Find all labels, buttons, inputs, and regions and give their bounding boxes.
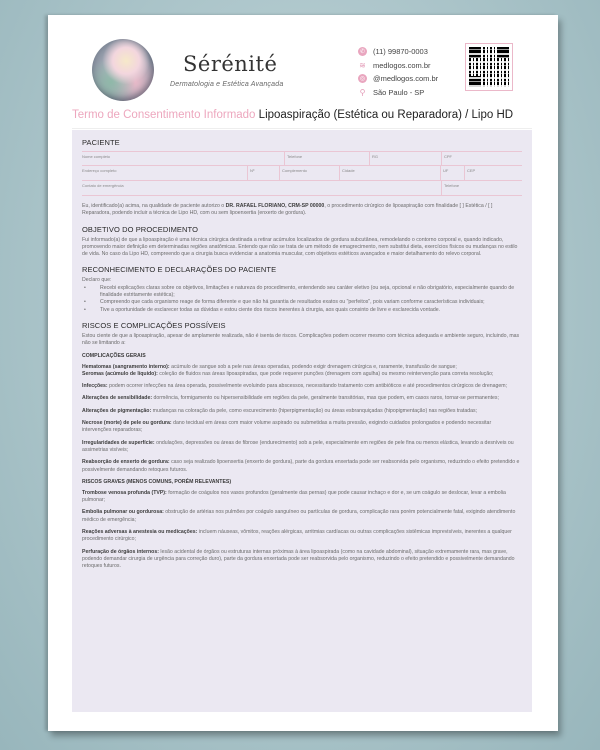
- patient-section-title: PACIENTE: [82, 138, 120, 147]
- patient-row-2: [82, 166, 522, 181]
- risk-item-hematoma: Hematomas (sangramento interno): acúmulo de sangue sob a pele nas áreas operadas, podendo exigir drenagem cirúrgica e, raramente, transfusão de sangue;: [82, 363, 457, 370]
- letterhead: [48, 15, 558, 110]
- contact-website-text[interactable]: medlogos.com.br: [373, 60, 431, 70]
- risk-item-dvt: Trombose venosa profunda (TVP): formação de coágulos nos vasos profundos (geralmente das pernas) que pode causar inchaço e dor e, se um coágulo se deslocar, levar a embolia pulmonar;: [82, 489, 506, 504]
- contact-phone: [358, 45, 438, 58]
- general-complications-title: COMPLICAÇÕES GERAIS: [82, 352, 146, 359]
- document-title: [72, 109, 513, 121]
- brand-name: Sérénité: [183, 52, 278, 76]
- risk-item-pigmentation: Alterações de pigmentação: mudanças na coloração da pele, como escurecimento (hiperpigmentação) ou áreas esbranquiçadas (hipopigmentação) nas regiões tratadas;: [82, 407, 478, 414]
- contact-instagram-text: @medlogos.com.br: [373, 74, 439, 83]
- brand-tagline: Dermatologia e Estética Avançada: [170, 81, 284, 88]
- objective-paragraph: Fui informado(a) de que a lipoaspiração é uma técnica cirúrgica destinada a retirar acúmulos localizados de gordura subcutânea, remodelando o contorno corporal e, quando indicado, promovendo maior definição em determinadas regiões anatômicas. Entendo que não se trata de um método de emagrecimento, nem substitui dieta, exercícios físicos ou mudanças no estilo de vida. No caso da Lipo HD, compreendo que a cirurgia busca evidenciar a anatomia muscular, com objetivos estéticos avançados e maior detalhamento do relevo corporal.: [82, 236, 518, 258]
- doctor-name: DR. RAFAEL FLORIANO, CRM-SP 00000: [225, 203, 325, 209]
- qr-code: [465, 43, 513, 91]
- field-state[interactable]: UF: [440, 166, 464, 180]
- declarations-intro: Declaro que:: [82, 277, 112, 284]
- patient-row-1: [82, 151, 522, 166]
- contact-website: [358, 59, 438, 72]
- field-address[interactable]: Endereço completo: [82, 168, 117, 173]
- field-zip[interactable]: CEP: [464, 166, 522, 180]
- title-prefix: Termo de Consentimento Informado: [72, 109, 256, 121]
- field-rg[interactable]: RG: [369, 152, 441, 165]
- risk-item-perforation: Perfuração de órgãos internos: lesão acidental de órgãos ou estruturas internas próximas à área lipoaspirada (como na cavidade abdominal), situação extremamente rara, mas grave, podendo demandar cirurgia de urgência para correção duro), parte da gordura enxertada pode ser reabsorvida pelo organismo, reduzindo o efeito pretendido e possivelmente demandando retoques futuros.: [82, 548, 515, 570]
- title-main: Lipoaspiração (Estética ou Reparadora) / Lipo HD: [258, 109, 514, 121]
- field-phone[interactable]: Telefone: [284, 152, 369, 165]
- field-cpf[interactable]: CPF: [441, 152, 522, 165]
- field-full-name[interactable]: Nome completo: [82, 154, 111, 159]
- whatsapp-icon: ✆: [359, 49, 366, 55]
- risk-item-seroma: Seromas (acúmulo de líquido): coleção de fluidos nas áreas lipoaspiradas, que pode requerer punções (drenagem com agulha) ou mesmo reintervenção para correta resolução;: [82, 370, 494, 377]
- location-pin-icon: ⚲: [359, 87, 366, 97]
- risk-item-infection: Infecções: podem ocorrer infecções na área operada, possivelmente evoluindo para abscessos, necessitando tratamento com antibióticos e até procedimentos cirúrgicos de drenagem;: [82, 383, 508, 390]
- risks-intro: Estou ciente de que a lipoaspiração, apesar de amplamente realizada, não é isenta de riscos. Complicações podem ocorrer mesmo com técnica adequada e ambiente seguro, incluindo, mas não se limitando a:: [82, 332, 520, 347]
- contact-list: [358, 45, 438, 99]
- field-complement[interactable]: Complemento: [279, 166, 339, 180]
- contact-phone-text: (11) 99870-0003: [373, 47, 428, 56]
- declarations-section-title: RECONHECIMENTO E DECLARAÇÕES DO PACIENTE: [82, 265, 277, 275]
- risk-item-sensitivity: Alterações de sensibilidade: dormência, formigamento ou hipersensibilidade em regiões da pele, geralmente transitórias, mas que podem, em casos raros, tornar-se permanentes;: [82, 395, 499, 402]
- qr-code-icon: [469, 47, 509, 87]
- risk-item-irregularities: Irregularidades de superfície: ondulações, depressões ou áreas de fibrose (endurecimento) sob a pele, especialmente em regiões de pele fina ou menos elástica, levando a desníveis ou assimetrias visíveis;: [82, 439, 514, 453]
- declarations-list: [82, 285, 522, 314]
- contact-instagram: [358, 72, 438, 85]
- declaration-item: • Compreendo que cada organismo reage de forma diferente e que não há garantia de resultados exatos ou "perfeitos", pois variam conforme características individuais;: [82, 299, 522, 306]
- brand-logo-icon: [92, 39, 154, 101]
- wifi-icon: ≋: [359, 60, 366, 70]
- risk-item-anesthesia: Reações adversas à anestesia ou medicações: incluem náuseas, vômitos, reações alérgicas, arritmias cardíacas ou outras complicações sistêmicas imprevisíveis, inerentes a qualquer procedimento cirúrgico;: [82, 529, 512, 543]
- contact-location-text: São Paulo - SP: [373, 87, 425, 97]
- authorization-paragraph: Eu, identificado(a) acima, na qualidade de paciente autorizo o DR. RAFAEL FLORIANO, CRM-SP 00000, o procedimento cirúrgico de lipoaspiração com finalidade [ ] Estética / [ ] Reparadora, podendo incluir a técnica de Lipo HD, com ou sem lipoenxertia (enxerto de gordura).: [82, 203, 493, 217]
- document-page: [48, 15, 558, 731]
- contact-location: [358, 86, 438, 99]
- risks-section-title: RISCOS E COMPLICAÇÕES POSSÍVEIS: [82, 320, 226, 330]
- consent-form-body: [72, 130, 532, 712]
- risk-item-necrosis: Necrose (morte) de pele ou gordura: dano tecidual em áreas com maior volume aspirado ou submetidas a muita pressão, exigindo cuidados prolongados e podendo necessitar intervenções reparadoras;: [82, 420, 492, 434]
- field-number[interactable]: Nº: [247, 166, 279, 180]
- patient-row-3: [82, 181, 522, 196]
- declaration-item: • Recebi explicações claras sobre os objetivos, limitações e natureza do procedimento, entendendo seu caráter eletivo (ou seja, opcional e não obrigatório, especialmente quando de finalidade estritamente estética);: [82, 285, 522, 300]
- title-divider: [72, 128, 532, 129]
- objective-section-title: OBJETIVO DO PROCEDIMENTO: [82, 224, 199, 234]
- risk-item-fat-graft: Reabsorção de enxerto de gordura: caso seja realizado lipoenxertia (enxerto de gordura), parte da gordura enxertada pode ser reabsorvida pelo organismo, reduzindo o efeito pretendido e possivelmente demandando retoques futuros.: [82, 459, 520, 473]
- field-emergency-contact[interactable]: Contato de emergência: [82, 183, 124, 188]
- declaration-item: • Tive a oportunidade de esclarecer todas as dúvidas e estou ciente dos riscos inerentes à cirurgia, aos quais consinto de livre e esclarecida vontade.: [82, 307, 522, 314]
- instagram-icon: ◎: [359, 76, 366, 82]
- field-city[interactable]: Cidade: [339, 166, 440, 180]
- field-emergency-phone[interactable]: Telefone: [441, 181, 522, 195]
- serious-risks-title: RISCOS GRAVES (MENOS COMUNS, PORÉM RELEVANTES): [82, 478, 232, 485]
- risk-item-embolism: Embolia pulmonar ou gordurosa: obstrução de artérias nos pulmões por coágulo sanguíneo ou partículas de gordura, complicação rara porém potencialmente fatal, exigindo atendimento médico de emergência;: [82, 509, 516, 523]
